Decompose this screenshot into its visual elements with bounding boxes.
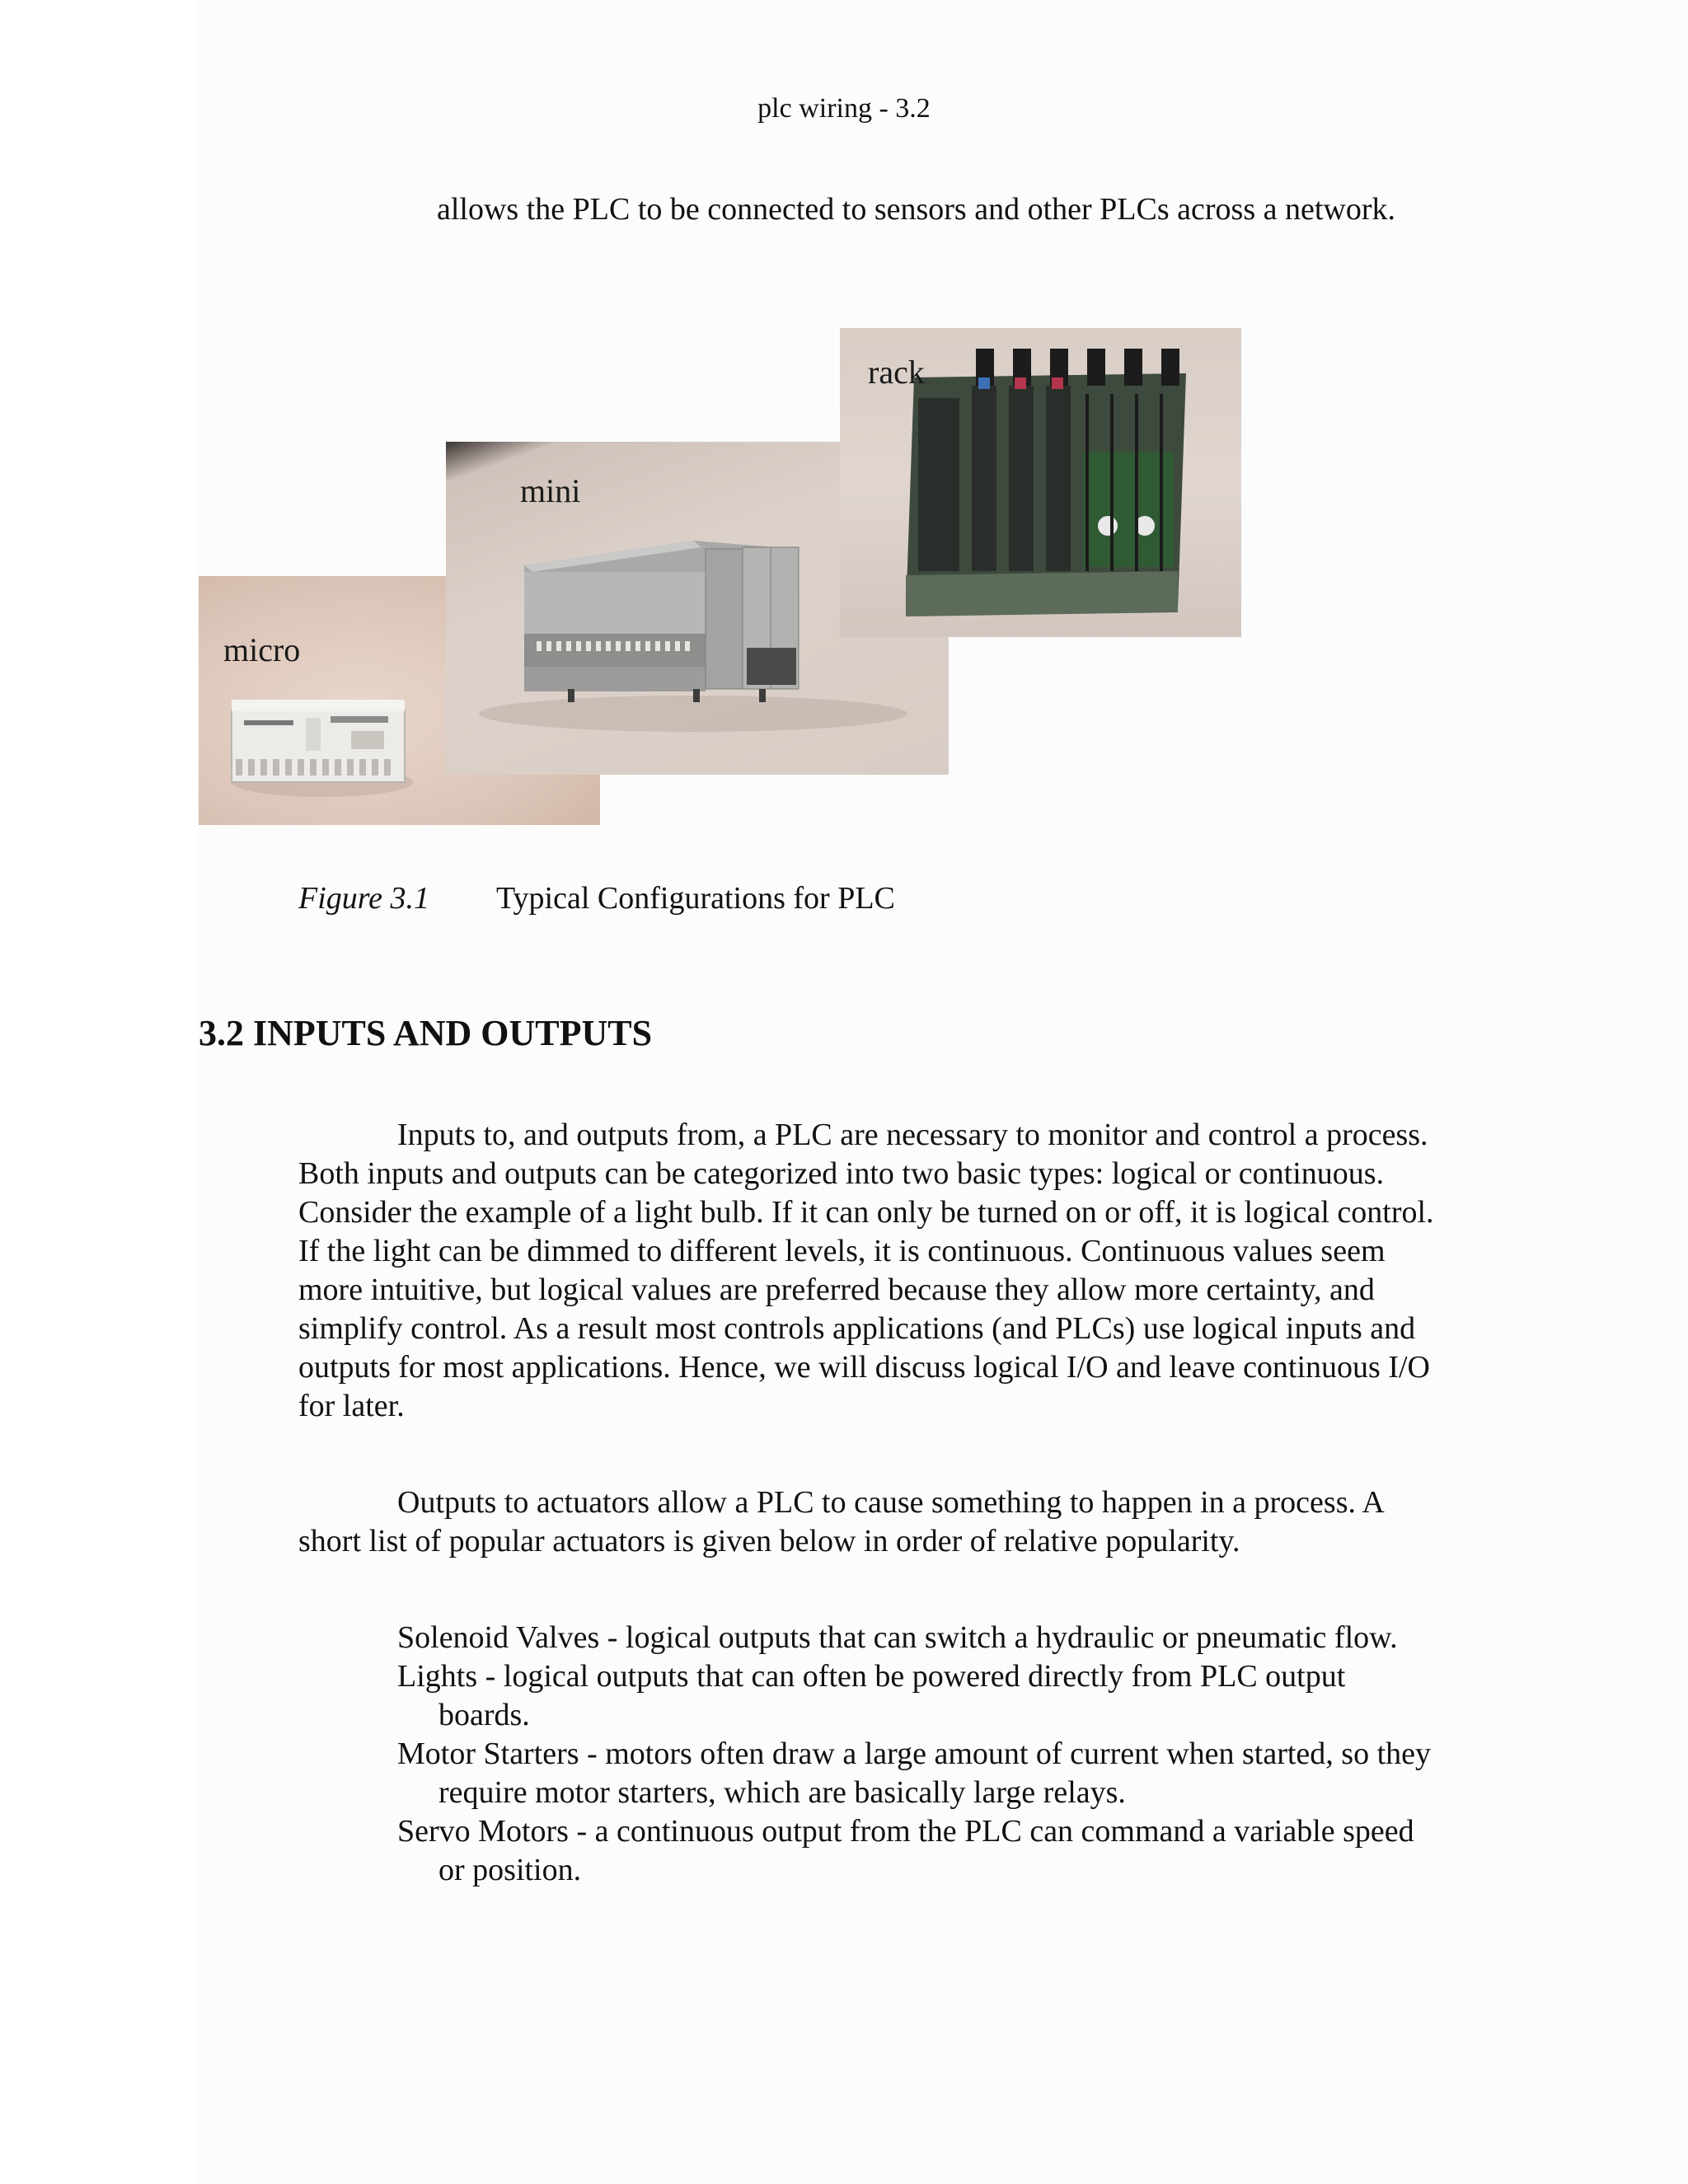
list-item-continuation: boards. [438, 1698, 530, 1732]
paragraph-line: Both inputs and outputs can be categorized into two basic types: logical or continuous. [298, 1156, 1385, 1191]
paragraph-line: short list of popular actuators is given below in order of relative popularity. [298, 1524, 1240, 1558]
list-item-continuation: or position. [438, 1853, 582, 1887]
paragraph-line: for later. [298, 1389, 405, 1423]
figure-title: Typical Configurations for PLC [496, 881, 895, 916]
section-heading: 3.2 INPUTS AND OUTPUTS [199, 1013, 653, 1053]
list-item [397, 1812, 1493, 1890]
list-item [397, 1657, 1493, 1735]
paragraph-actuators-intro [298, 1483, 1493, 1561]
continuation-text: allows the PLC to be connected to sensors and other PLCs across a network. [437, 192, 1395, 227]
figure-caption [298, 879, 895, 918]
actuator-list [397, 1619, 1493, 1890]
list-item-text: Motor Starters - motors often draw a large amount of current when started, so they [397, 1736, 1431, 1771]
paragraph-line: Inputs to, and outputs from, a PLC are necessary to monitor and control a process. [397, 1118, 1428, 1152]
photo-label-micro: micro [223, 631, 301, 668]
list-item [397, 1735, 1493, 1812]
paragraph-inputs-outputs [298, 1116, 1493, 1426]
list-item [397, 1619, 1493, 1657]
photo-rack-plc [840, 328, 1241, 637]
list-item-text: Solenoid Valves - logical outputs that can switch a hydraulic or pneumatic flow. [397, 1620, 1398, 1655]
running-header: plc wiring - 3.2 [757, 93, 931, 124]
paragraph-line: more intuitive, but logical values are preferred because they allow more certainty, and [298, 1272, 1375, 1307]
paragraph-line: outputs for most applications. Hence, we will discuss logical I/O and leave continuous I/O [298, 1350, 1430, 1385]
list-item-text: Lights - logical outputs that can often be powered directly from PLC output [397, 1659, 1346, 1694]
paragraph-line: Outputs to actuators allow a PLC to cause something to happen in a process. A [397, 1485, 1385, 1520]
list-item-text: Servo Motors - a continuous output from the PLC can command a variable speed [397, 1814, 1414, 1849]
photo-label-rack: rack [868, 354, 925, 391]
paragraph-line: Consider the example of a light bulb. If it can only be turned on or off, it is logical control. [298, 1195, 1434, 1230]
figure-number: Figure 3.1 [298, 881, 430, 916]
list-item-continuation: require motor starters, which are basically large relays. [438, 1775, 1126, 1810]
photo-label-mini: mini [520, 472, 581, 509]
paragraph-line: simplify control. As a result most controls applications (and PLCs) use logical inputs and [298, 1311, 1416, 1346]
paragraph-line: If the light can be dimmed to different levels, it is continuous. Continuous values seem [298, 1234, 1386, 1268]
